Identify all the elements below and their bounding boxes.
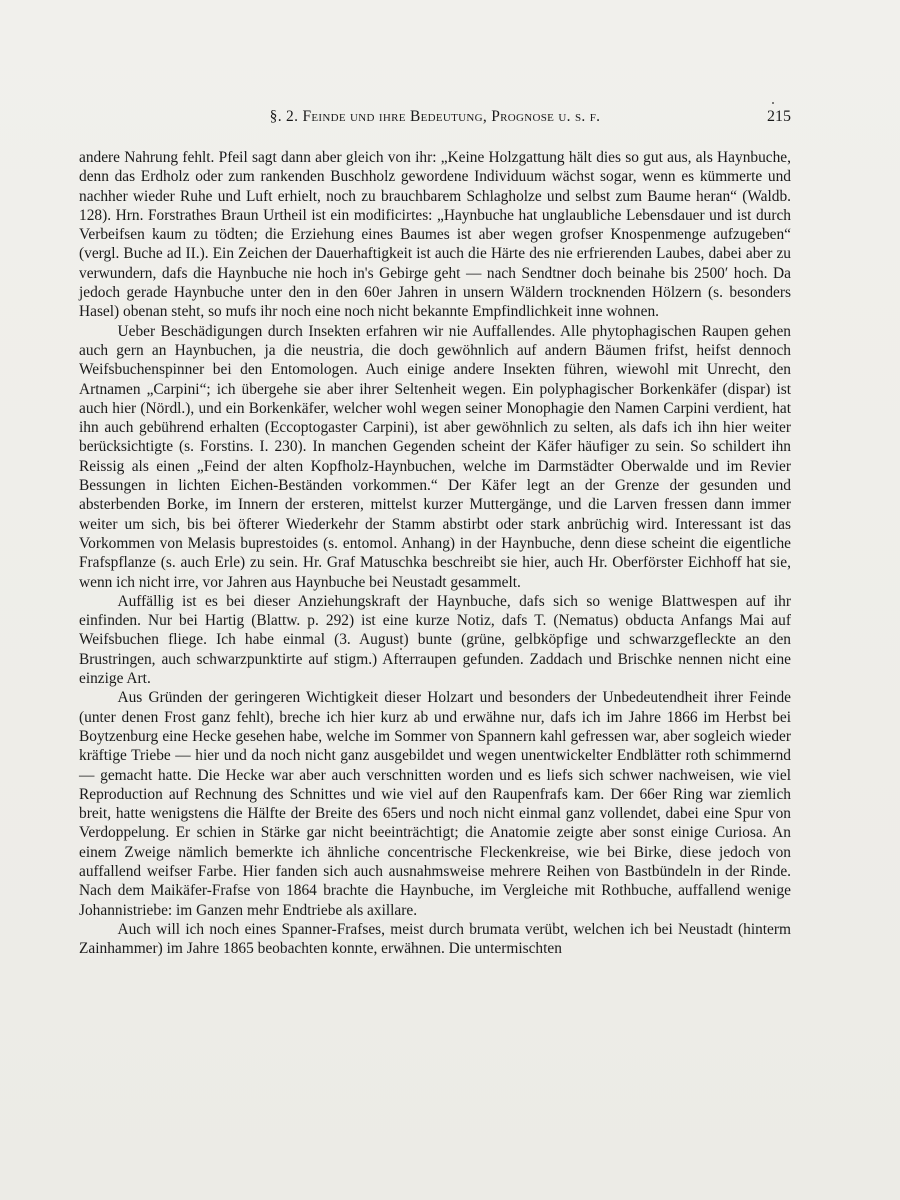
ink-speck	[772, 102, 774, 104]
ink-speck	[400, 648, 402, 650]
paragraph-1: andere Nahrung fehlt. Pfeil sagt dann aber gleich von ihr: „Keine Holzgattung hält dies so gut aus, als Haynbuche, denn das Erdholz oder zum rankenden Buschholz gewordene Individuum wächst sogar, wenn es kümmerte und nachher wieder Ruhe und Luft erhielt, noch zu brauchbarem Schlagholze und selbst zum Baume heran“ (Waldb. 128). Hrn. Forstrathes Braun Urtheil ist ein modificirtes: „Haynbuche hat unglaubliche Lebensdauer und ist durch Verbeifsen kaum zu tödten; die Erziehung eines Baumes ist aber wegen grofser Knospenmenge aufzugeben“ (vergl. Buche ad II.). Ein Zeichen der Dauerhaftigkeit ist auch die Härte des nie erfrierenden Laubes, dabei aber zu verwundern, dafs die Haynbuche nie hoch in's Gebirge geht — nach Sendtner doch beinahe bis 2500′ hoch. Da jedoch gerade Haynbuche unter den in den 60er Jahren in unsern Wäldern trocknenden Hölzern (s. besonders Hasel) obenan steht, so mufs ihr noch eine noch nicht bekannte Empfindlichkeit inne wohnen.	[79, 149, 791, 321]
page-number: 215	[767, 108, 791, 125]
paragraph-3: Auffällig ist es bei dieser Anziehungskraft der Haynbuche, dafs sich so wenige Blattwespen auf ihr einfinden. Nur bei Hartig (Blattw. p. 292) ist eine kurze Notiz, dafs T. (Nematus) obducta Anfangs Mai auf Weifsbuchen fliege. Ich habe einmal (3. August) bunte (grüne, gelbköpfige und schwarzgefleckte an den Brustringen, auch schwarzpunktirte auf stigm.) Afterraupen gefunden. Zaddach und Brischke nennen nicht eine einzige Art.	[79, 592, 791, 688]
paragraph-4: Aus Gründen der geringeren Wichtigkeit dieser Holzart und besonders der Unbedeutendheit ihrer Feinde (unter denen Frost ganz fehlt), breche ich hier kurz ab und erwähne nur, dafs ich im Jahre 1866 im Herbst bei Boytzenburg eine Hecke gesehen habe, welche im Sommer von Spannern kahl gefressen war, aber sogleich wieder kräftige Triebe — hier und da noch nicht ganz ausgebildet und wegen unentwickelter Endblätter roth schimmernd — gemacht hatte. Die Hecke war aber auch verschnitten worden und es liefs sich schwer nachweisen, wie viel Reproduction auf Rechnung des Schnittes und wie viel auf den Raupenfrafs kam. Der 66er Ring war ziemlich breit, hatte wenigstens die Hälfte der Breite des 65ers und noch nicht einmal ganz vollendet, dabei eine Spur von Verdoppelung. Er schien in Stärke gar nicht beeinträchtigt; die Anatomie zeigte aber sonst einige Curiosa. An einem Zweige nämlich bemerkte ich ähnliche concentrische Fleckenkreise, wie bei Birke, diese jedoch von auffallend weifser Farbe. Hier fanden sich auch ausnahmsweise mehrere Reihen von Bastbündeln in der Rinde. Nach dem Maikäfer-Frafse von 1864 brachte die Haynbuche, im Vergleiche mit Rothbuche, auffallend wenige Johannistriebe: im Ganzen mehr Endtriebe als axillare.	[79, 689, 791, 919]
paragraph-5: Auch will ich noch eines Spanner-Frafses, meist durch brumata verübt, welchen ich bei Neustadt (hinterm Zainhammer) im Jahre 1865 beobachten konnte, erwähnen. Die untermischten	[79, 920, 791, 958]
body-text	[79, 148, 791, 958]
running-head: §. 2. Feinde und ihre Bedeutung, Prognose u. s. f.	[269, 108, 601, 125]
paragraph-2: Ueber Beschädigungen durch Insekten erfahren wir nie Auffallendes. Alle phytophagischen Raupen gehen auch gern an Haynbuchen, ja die neustria, die doch gewöhnlich auf andern Bäumen frifst, heifst dennoch Weifsbuchenspinner bei den Entomologen. Auch einige andere Insekten führen, wiewohl mit Unrecht, den Artnamen „Carpini“; ich übergehe sie aber ihrer Seltenheit wegen. Ein polyphagischer Borkenkäfer (dispar) ist auch hier (Nördl.), und ein Borkenkäfer, welcher wohl wegen seiner Monophagie den Namen Carpini verdient, hat ihn auch gebührend erhalten (Eccoptogaster Carpini), ist aber gewöhnlich zu selten, als dafs ich ihn hier weiter berücksichtigte (s. Forstins. I. 230). In manchen Gegenden scheint der Käfer häufiger zu sein. So schildert ihn Reissig als einen „Feind der alten Kopfholz-Haynbuchen, welche im Darmstädter Oberwalde und im Revier Bessungen in lichten Eichen-Beständen vorkommen.“ Der Käfer legt an der Grenze der gesunden und absterbenden Borke, im Innern der ersteren, mittelst kurzer Muttergänge, und die Larven fressen dann immer weiter um sich, bis bei öfterer Wiederkehr der Stamm abstirbt oder stark anbrüchig wird. Interessant ist das Vorkommen von Melasis buprestoides (s. entomol. Anhang) in der Haynbuche, denn diese scheint die eigentliche Frafspflanze (s. auch Erle) zu sein. Hr. Graf Matuschka beschreibt sie hier, auch Hr. Oberförster Eichhoff hat sie, wenn ich nicht irre, vor Jahren aus Haynbuche bei Neustadt gesammelt.	[79, 322, 791, 591]
page-header	[79, 108, 791, 130]
